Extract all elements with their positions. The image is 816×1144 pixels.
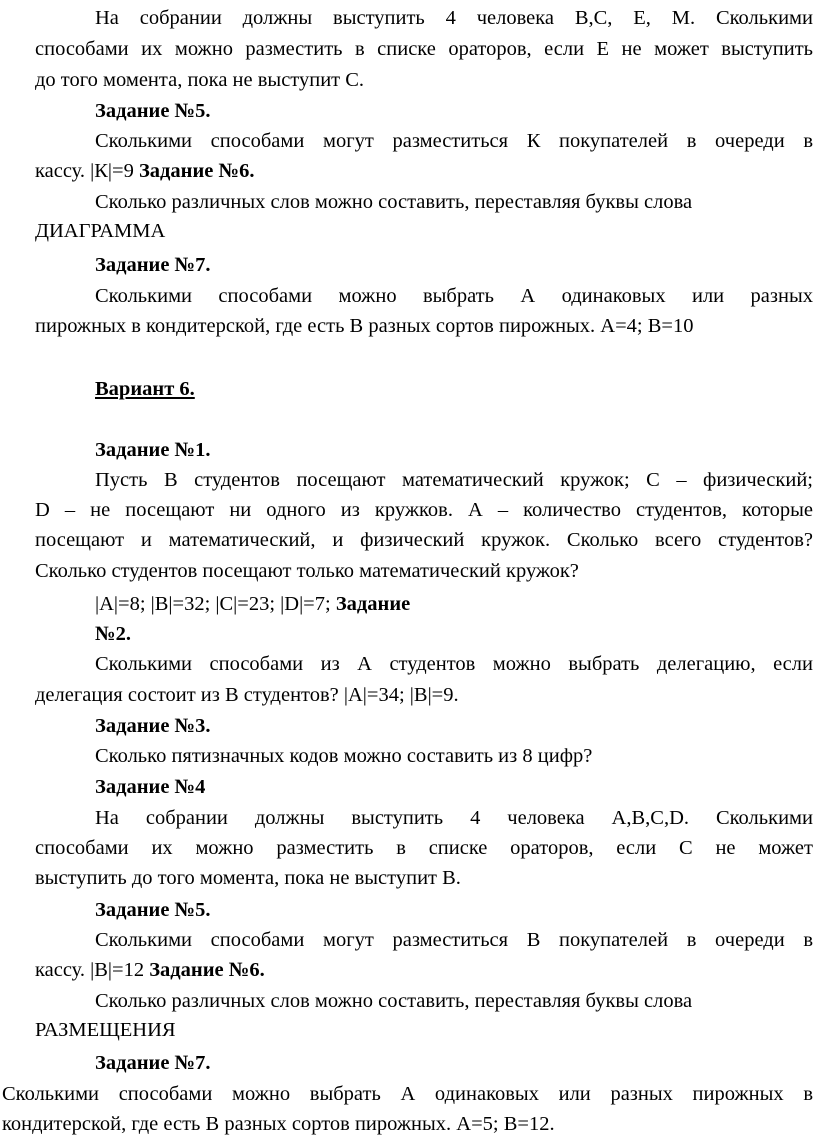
text-line: способами их можно разместить в списке ораторов, если Е не может выступить	[35, 38, 813, 60]
task-heading: Задание №5.	[95, 100, 211, 122]
text-line: посещают и математический, и физический кружок. Сколько всего студентов?	[35, 529, 813, 551]
text-line: Сколько пятизначных кодов можно составить из 8 цифр?	[95, 745, 593, 767]
text-line: способами их можно разместить в списке ораторов, если С не может	[35, 837, 813, 859]
task-heading: Задание №4	[95, 776, 206, 798]
task-heading: Задание	[335, 593, 411, 615]
task-heading: №2.	[95, 623, 131, 645]
variant-heading: Вариант 6.	[95, 378, 195, 400]
text-line	[95, 591, 410, 617]
text-line: На собрании должны выступить 4 человека В,С, Е, М. Сколькими	[95, 7, 813, 29]
task-heading: Задание №7.	[95, 1052, 211, 1074]
answer-value: кассу. |В|=12	[35, 959, 150, 981]
task-heading: Задание №6.	[138, 160, 255, 182]
text-line: Сколько различных слов можно составить, переставляя буквы слова	[95, 990, 693, 1012]
word-line: РАЗМЕЩЕНИЯ	[35, 1019, 176, 1041]
text-line: Сколькими способами могут разместиться К покупателей в очереди в	[95, 130, 813, 152]
text-line: кондитерской, где есть В разных сортов пирожных. А=5; В=12.	[2, 1113, 555, 1135]
task-heading: Задание №7.	[95, 254, 211, 276]
text-line: пирожных в кондитерской, где есть В разных сортов пирожных. А=4; В=10	[35, 315, 694, 337]
task-heading: Задание №3.	[95, 715, 211, 737]
text-line: Сколькими способами можно выбрать А одинаковых или разных пирожных в	[2, 1083, 813, 1105]
task-heading: Задание №6.	[149, 959, 265, 981]
text-line: выступить до того момента, пока не выступит В.	[35, 867, 461, 889]
text-line: Сколькими способами из А студентов можно выбрать делегацию, если	[95, 653, 813, 675]
task-heading: Задание №5.	[95, 899, 211, 921]
text-line	[35, 957, 265, 983]
answer-value: |А|=8; |В|=32; |С|=23; |D|=7;	[95, 593, 336, 615]
text-line: Пусть В студентов посещают математический кружок; С – физический;	[95, 469, 813, 491]
text-line: Сколькими способами могут разместиться В покупателей в очереди в	[95, 929, 813, 951]
text-line: делегация состоит из В студентов? |А|=34; |В|=9.	[35, 684, 459, 706]
text-line: до того момента, пока не выступит С.	[35, 69, 365, 91]
answer-value: кассу. |К|=9	[35, 160, 139, 182]
word-line: ДИАГРАММА	[35, 220, 166, 242]
text-line: Сколько различных слов можно составить, переставляя буквы слова	[95, 191, 693, 213]
task-heading: Задание №1.	[95, 439, 211, 461]
text-line: Сколькими способами можно выбрать А одинаковых или разных	[95, 285, 813, 307]
text-line	[35, 158, 254, 184]
text-line: На собрании должны выступить 4 человека А,В,С,D. Сколькими	[95, 807, 813, 829]
text-line: Сколько студентов посещают только математический кружок?	[35, 560, 579, 582]
text-line: D – не посещают ни одного из кружков. А – количество студентов, которые	[35, 499, 813, 521]
